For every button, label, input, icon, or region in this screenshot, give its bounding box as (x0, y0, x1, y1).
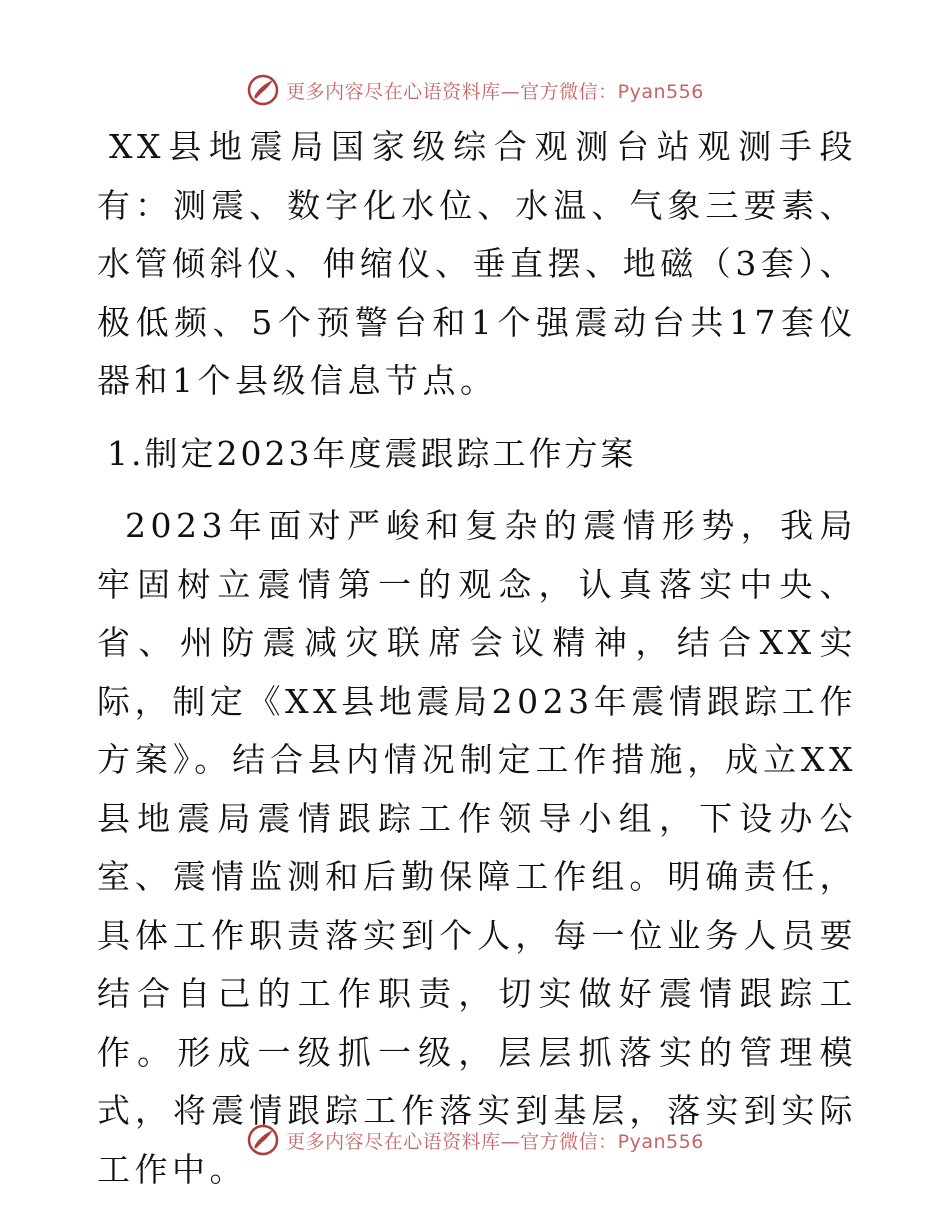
quill-logo-icon (246, 73, 280, 107)
header-watermark-banner (0, 68, 950, 112)
watermark-group (246, 73, 704, 107)
document-body (97, 118, 857, 1199)
watermark-text: 更多内容尽在心语资料库—官方微信：Pyan556 (286, 1130, 704, 1153)
paragraph-work-plan: 2023年面对严峻和复杂的震情形势，我局牢固树立震情第一的观念，认真落实中央、省、州防震减灾联席会议精神，结合XX实际，制定《XX县地震局2023年震情跟踪工作方案》。结合县内情况制定工作措施，成立XX县地震局震情跟踪工作领导小组，下设办公室、震情监测和后勤保障工作组。明确责任，具体工作职责落实到个人，每一位业务人员要结合自己的工作职责，切实做好震情跟踪工作。形成一级抓一级，层层抓落实的管理模式，将震情跟踪工作落实到基层，落实到实际工作中。 (97, 506, 857, 1189)
footer-watermark-banner (0, 1118, 950, 1162)
watermark-text: 更多内容尽在心语资料库—官方微信：Pyan556 (286, 80, 704, 103)
watermark-group (246, 1123, 704, 1157)
paragraph-observation-methods: XX县地震局国家级综合观测台站观测手段有：测震、数字化水位、水温、气象三要素、水管倾斜仪、伸缩仪、垂直摆、地磁（3套）、极低频、5个预警台和1个强震动台共17套仪器和1个县级信息节点。 (97, 127, 857, 400)
section-heading: 1.制定2023年度震跟踪工作方案 (107, 433, 637, 473)
quill-logo-icon (246, 1123, 280, 1157)
